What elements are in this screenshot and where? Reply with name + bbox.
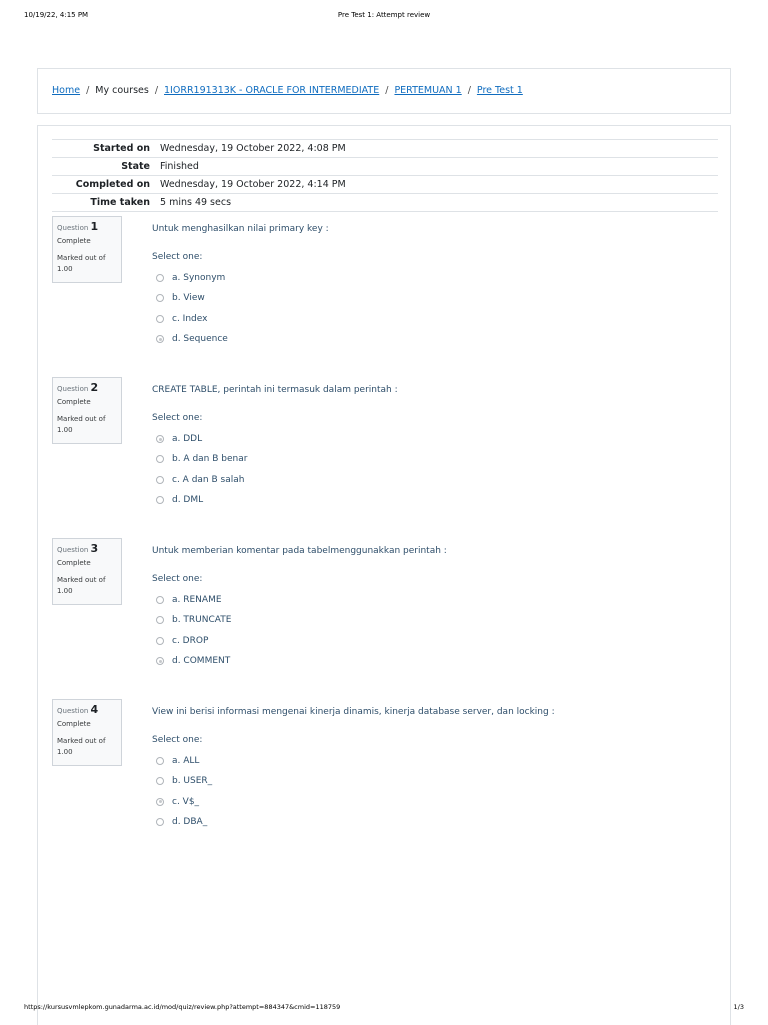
breadcrumb [52,85,523,96]
radio-button-selected[interactable] [156,335,164,343]
question-text: View ini berisi informasi mengenai kinerja dinamis, kinerja database server, dan locking : [152,707,555,717]
option-label: a. ALL [172,756,200,767]
option-label: c. A dan B salah [172,474,245,485]
breadcrumb-section-link[interactable]: PERTEMUAN 1 [394,85,462,96]
summary-row-state [52,158,718,176]
summary-value: Finished [160,161,199,172]
summary-label: Time taken [90,197,150,208]
question-formulation [152,707,712,832]
radio-button[interactable] [156,496,164,504]
question-state: Complete [57,237,91,245]
radio-button[interactable] [156,818,164,826]
summary-row-completed [52,176,718,194]
question-label: Question [57,224,89,232]
answer-options [152,429,712,510]
radio-button-selected[interactable] [156,435,164,443]
radio-button[interactable] [156,455,164,463]
question-mark: Marked out of 1.00 [57,254,106,273]
option-label: c. Index [172,313,208,324]
option-label: a. Synonym [172,273,226,284]
answer-option[interactable] [152,792,712,812]
select-one-prompt: Select one: [152,574,203,584]
summary-label: Started on [93,143,150,154]
option-label: b. A dan B benar [172,454,248,465]
question-number: 4 [90,703,99,716]
option-label: c. V$_ [172,796,200,807]
attempt-summary-table [52,139,718,212]
summary-row-started [52,140,718,158]
answer-options [152,268,712,349]
answer-option[interactable] [152,812,712,832]
breadcrumb-separator: / [86,85,90,96]
answer-option[interactable] [152,490,712,510]
answer-option[interactable] [152,771,712,791]
breadcrumb-home-link[interactable]: Home [52,85,81,96]
answer-option[interactable] [152,470,712,490]
option-label: d. COMMENT [172,656,231,667]
option-label: b. View [172,293,205,304]
print-title: Pre Test 1: Attempt review [337,11,431,19]
answer-option[interactable] [152,651,712,671]
question-formulation [152,224,712,349]
radio-button-selected[interactable] [156,798,164,806]
summary-value: Wednesday, 19 October 2022, 4:14 PM [160,179,346,190]
option-label: a. DDL [172,434,203,445]
question-state: Complete [57,720,91,728]
answer-option[interactable] [152,429,712,449]
radio-button[interactable] [156,596,164,604]
answer-options [152,751,712,832]
select-one-prompt: Select one: [152,413,203,423]
quiz-review-region [37,125,731,1025]
radio-button[interactable] [156,616,164,624]
question-number: 1 [90,220,99,233]
print-page-number: 1/3 [733,1003,744,1011]
question-info-box [52,377,122,444]
question-state: Complete [57,559,91,567]
question-1 [52,216,718,366]
question-info-box [52,699,122,766]
answer-option[interactable] [152,590,712,610]
option-label: d. DML [172,495,204,506]
radio-button[interactable] [156,476,164,484]
question-info-box [52,538,122,605]
option-label: d. DBA_ [172,817,208,828]
radio-button[interactable] [156,315,164,323]
summary-row-time-taken [52,194,718,212]
print-datetime: 10/19/22, 4:15 PM [24,11,89,19]
question-label: Question [57,385,89,393]
answer-options [152,590,712,671]
print-header [0,11,768,23]
radio-button[interactable] [156,274,164,282]
answer-option[interactable] [152,610,712,630]
option-label: c. DROP [172,635,209,646]
answer-option[interactable] [152,751,712,771]
question-mark: Marked out of 1.00 [57,576,106,595]
question-text: Untuk menghasilkan nilai primary key : [152,224,329,234]
breadcrumb-quiz-link[interactable]: Pre Test 1 [476,85,523,96]
question-3 [52,538,718,688]
breadcrumb-my-courses: My courses [95,85,149,96]
question-number: 2 [90,381,99,394]
question-4 [52,699,718,849]
option-label: d. Sequence [172,334,228,345]
print-url: https://kursusvmlepkom.gunadarma.ac.id/mod/quiz/review.php?attempt=884347&cmid=118759 [24,1003,341,1011]
summary-value: 5 mins 49 secs [160,197,232,208]
summary-value: Wednesday, 19 October 2022, 4:08 PM [160,143,346,154]
breadcrumb-separator: / [385,85,389,96]
question-text: Untuk memberian komentar pada tabelmenggunakkan perintah : [152,546,447,556]
question-formulation [152,385,712,510]
question-label: Question [57,546,89,554]
question-2 [52,377,718,527]
option-label: b. TRUNCATE [172,615,232,626]
question-text: CREATE TABLE, perintah ini termasuk dalam perintah : [152,385,398,395]
select-one-prompt: Select one: [152,252,203,262]
question-mark: Marked out of 1.00 [57,415,106,434]
question-state: Complete [57,398,91,406]
radio-button[interactable] [156,757,164,765]
question-number: 3 [90,542,99,555]
question-formulation [152,546,712,671]
radio-button[interactable] [156,777,164,785]
radio-button[interactable] [156,294,164,302]
answer-option[interactable] [152,309,712,329]
breadcrumb-separator: / [467,85,471,96]
answer-option[interactable] [152,329,712,349]
answer-option[interactable] [152,449,712,469]
question-label: Question [57,707,89,715]
answer-option[interactable] [152,288,712,308]
answer-option[interactable] [152,268,712,288]
breadcrumb-separator: / [154,85,159,96]
answer-option[interactable] [152,631,712,651]
summary-label: State [121,161,150,172]
question-info-box [52,216,122,283]
breadcrumb-container [37,68,731,114]
breadcrumb-course-link[interactable]: 1IORR191313K - ORACLE FOR INTERMEDIATE [164,85,380,96]
question-mark: Marked out of 1.00 [57,737,106,756]
select-one-prompt: Select one: [152,735,203,745]
summary-label: Completed on [75,179,150,190]
option-label: b. USER_ [172,776,213,787]
option-label: a. RENAME [172,595,222,606]
radio-button-selected[interactable] [156,657,164,665]
radio-button[interactable] [156,637,164,645]
